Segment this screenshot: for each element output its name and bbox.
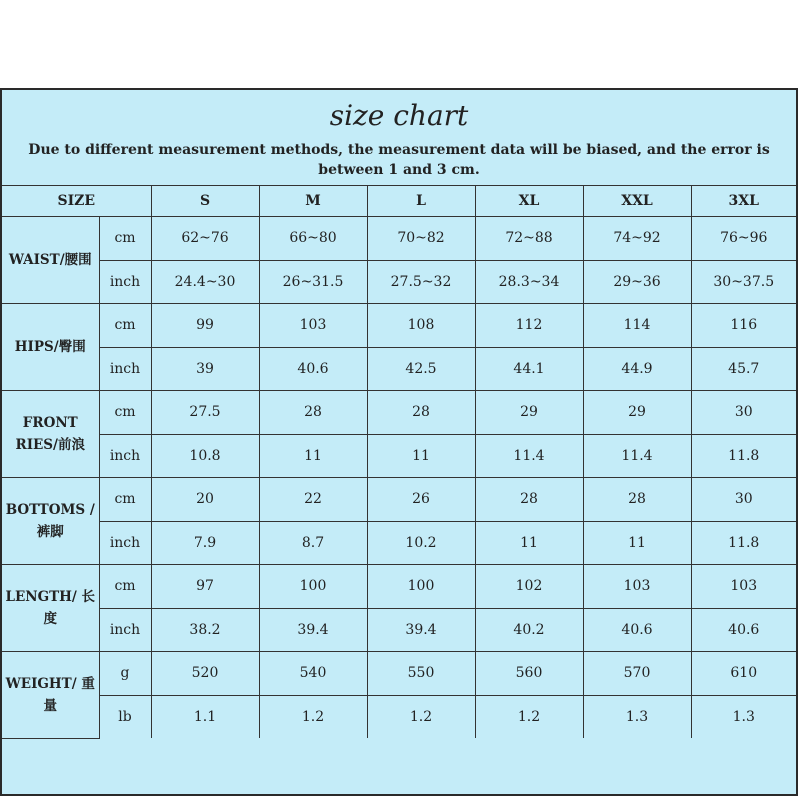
size-table <box>2 185 796 739</box>
value-cell: 29 <box>583 391 691 435</box>
unit-label: cm <box>99 391 151 435</box>
measurement-row <box>2 652 796 696</box>
unit-label: inch <box>99 434 151 478</box>
value-cell: 39.4 <box>367 608 475 652</box>
category-label: WEIGHT/ 重量 <box>2 652 99 739</box>
value-cell: 1.3 <box>691 695 796 738</box>
value-cell: 26 <box>367 478 475 522</box>
measurement-row <box>2 608 796 652</box>
value-cell: 1.2 <box>475 695 583 738</box>
value-cell: 520 <box>151 652 259 696</box>
value-cell: 76~96 <box>691 217 796 261</box>
measurement-row <box>2 478 796 522</box>
category-label: LENGTH/ 长度 <box>2 565 99 652</box>
value-cell: 11 <box>583 521 691 565</box>
measurement-row <box>2 565 796 609</box>
value-cell: 103 <box>691 565 796 609</box>
value-cell: 1.3 <box>583 695 691 738</box>
value-cell: 11.8 <box>691 434 796 478</box>
value-cell: 27.5 <box>151 391 259 435</box>
value-cell: 11 <box>367 434 475 478</box>
value-cell: 66~80 <box>259 217 367 261</box>
category-label: BOTTOMS /裤脚 <box>2 478 99 565</box>
value-cell: 540 <box>259 652 367 696</box>
value-cell: 26~31.5 <box>259 260 367 304</box>
measurement-note: Due to different measurement methods, the measurement data will be biased, and the error is between 1 and 3 cm. <box>28 142 770 178</box>
value-cell: 550 <box>367 652 475 696</box>
value-cell: 28 <box>583 478 691 522</box>
value-cell: 1.1 <box>151 695 259 738</box>
value-cell: 11.4 <box>583 434 691 478</box>
value-cell: 44.9 <box>583 347 691 391</box>
value-cell: 29 <box>475 391 583 435</box>
measurement-row <box>2 217 796 261</box>
value-cell: 42.5 <box>367 347 475 391</box>
value-cell: 112 <box>475 304 583 348</box>
unit-label: lb <box>99 695 151 738</box>
value-cell: 28 <box>367 391 475 435</box>
value-cell: 28.3~34 <box>475 260 583 304</box>
value-cell: 20 <box>151 478 259 522</box>
size-header-cell: SIZE <box>2 186 151 217</box>
value-cell: 11.8 <box>691 521 796 565</box>
value-cell: 45.7 <box>691 347 796 391</box>
value-cell: 102 <box>475 565 583 609</box>
size-header-s: S <box>151 186 259 217</box>
value-cell: 100 <box>367 565 475 609</box>
measurement-row <box>2 260 796 304</box>
value-cell: 103 <box>259 304 367 348</box>
size-header-xl: XL <box>475 186 583 217</box>
size-header-xxl: XXL <box>583 186 691 217</box>
size-header-m: M <box>259 186 367 217</box>
value-cell: 28 <box>259 391 367 435</box>
unit-label: inch <box>99 260 151 304</box>
value-cell: 97 <box>151 565 259 609</box>
value-cell: 74~92 <box>583 217 691 261</box>
value-cell: 40.6 <box>583 608 691 652</box>
unit-label: inch <box>99 521 151 565</box>
category-label: HIPS/臀围 <box>2 304 99 391</box>
value-cell: 103 <box>583 565 691 609</box>
value-cell: 39.4 <box>259 608 367 652</box>
unit-label: cm <box>99 478 151 522</box>
value-cell: 72~88 <box>475 217 583 261</box>
value-cell: 44.1 <box>475 347 583 391</box>
value-cell: 10.2 <box>367 521 475 565</box>
value-cell: 8.7 <box>259 521 367 565</box>
category-label: WAIST/腰围 <box>2 217 99 304</box>
value-cell: 1.2 <box>367 695 475 738</box>
measurement-row <box>2 347 796 391</box>
size-chart <box>0 88 798 796</box>
value-cell: 30 <box>691 478 796 522</box>
unit-label: cm <box>99 565 151 609</box>
value-cell: 38.2 <box>151 608 259 652</box>
unit-label: cm <box>99 304 151 348</box>
value-cell: 27.5~32 <box>367 260 475 304</box>
value-cell: 11.4 <box>475 434 583 478</box>
value-cell: 7.9 <box>151 521 259 565</box>
value-cell: 28 <box>475 478 583 522</box>
value-cell: 30 <box>691 391 796 435</box>
size-header-3xl: 3XL <box>691 186 796 217</box>
value-cell: 70~82 <box>367 217 475 261</box>
value-cell: 39 <box>151 347 259 391</box>
measurement-row <box>2 521 796 565</box>
unit-label: inch <box>99 347 151 391</box>
header-row <box>2 186 796 217</box>
value-cell: 40.6 <box>259 347 367 391</box>
value-cell: 610 <box>691 652 796 696</box>
value-cell: 40.2 <box>475 608 583 652</box>
measurement-row <box>2 304 796 348</box>
value-cell: 116 <box>691 304 796 348</box>
value-cell: 24.4~30 <box>151 260 259 304</box>
value-cell: 100 <box>259 565 367 609</box>
value-cell: 62~76 <box>151 217 259 261</box>
size-header-l: L <box>367 186 475 217</box>
value-cell: 11 <box>259 434 367 478</box>
measurement-row <box>2 695 796 738</box>
chart-title: size chart <box>329 99 469 132</box>
value-cell: 1.2 <box>259 695 367 738</box>
measurement-row <box>2 391 796 435</box>
value-cell: 11 <box>475 521 583 565</box>
value-cell: 30~37.5 <box>691 260 796 304</box>
size-table-body <box>2 186 796 739</box>
measurement-row <box>2 434 796 478</box>
value-cell: 99 <box>151 304 259 348</box>
value-cell: 29~36 <box>583 260 691 304</box>
value-cell: 114 <box>583 304 691 348</box>
unit-label: g <box>99 652 151 696</box>
value-cell: 10.8 <box>151 434 259 478</box>
value-cell: 22 <box>259 478 367 522</box>
value-cell: 40.6 <box>691 608 796 652</box>
category-label: FRONT RIES/前浪 <box>2 391 99 478</box>
value-cell: 108 <box>367 304 475 348</box>
value-cell: 560 <box>475 652 583 696</box>
unit-label: inch <box>99 608 151 652</box>
value-cell: 570 <box>583 652 691 696</box>
unit-label: cm <box>99 217 151 261</box>
